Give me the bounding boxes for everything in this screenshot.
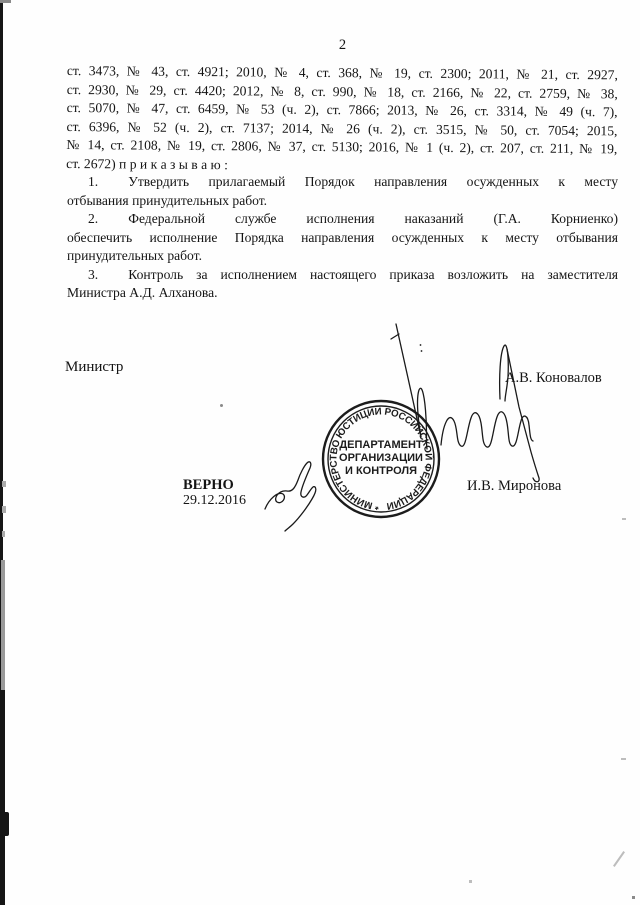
document-body bbox=[67, 62, 618, 303]
item-number: 2. bbox=[88, 211, 99, 226]
stamp-ring-text: * МИНИСТЕРСТВО ЮСТИЦИИ РОССИЙСКОЙ ФЕДЕРАЦИИ bbox=[328, 406, 434, 512]
order-item-1-line: отбывания принудительных работ. bbox=[67, 192, 268, 208]
certifier-name: И.В. Миронова bbox=[467, 478, 562, 494]
scan-edge-stripe-left bbox=[1, 560, 5, 692]
item-text: Федеральной службе исполнения наказаний (Г.А. Корниенко) bbox=[128, 211, 618, 226]
citation-line: № 14, ст. 2108, № 19, ст. 2806, № 37, ст. 5130; 2016, № 1 (ч. 2), ст. 207, ст. 211, № 19, bbox=[66, 136, 618, 157]
item-number: 1. bbox=[88, 174, 99, 189]
scan-smudge bbox=[622, 518, 626, 520]
scan-speck bbox=[2, 481, 6, 487]
order-item-2-line: принудительных работ. bbox=[67, 248, 202, 263]
item-text: Утвердить прилагаемый Порядок направления осужденных к месту bbox=[128, 174, 618, 189]
scan-smudge bbox=[613, 851, 625, 867]
certifier-signature bbox=[265, 462, 316, 531]
verno-date: 29.12.2016 bbox=[183, 493, 246, 508]
minister-label: Министр bbox=[65, 359, 124, 375]
scan-edge-blob-left bbox=[0, 812, 9, 836]
citation-paragraph bbox=[66, 62, 618, 177]
verno-label: ВЕРНО bbox=[183, 477, 234, 493]
minister-name: А.В. Коновалов bbox=[505, 370, 602, 386]
scan-speck bbox=[2, 531, 5, 537]
order-item-2-line: обеспечить исполнение Порядка направления осужденных к месту отбывания bbox=[67, 229, 618, 245]
scan-speck bbox=[220, 404, 223, 407]
citation-line: ст. 3473, № 43, ст. 4921; 2010, № 4, ст. 368, № 19, ст. 2300; 2011, № 21, ст. 2927, bbox=[66, 62, 618, 83]
stamp-center-text: ДЕПАРТАМЕНТ bbox=[339, 439, 423, 451]
decree-line: ст. 2672) п р и к а з ы в а ю : bbox=[66, 155, 228, 172]
stamp-center-text: ОРГАНИЗАЦИИ bbox=[339, 452, 423, 464]
ministry-round-stamp bbox=[320, 398, 442, 520]
citation-line: ст. 5070, № 47, ст. 6459, № 53 (ч. 2), ст. 7866; 2013, № 26, ст. 3314, № 49 (ч. 7), bbox=[66, 99, 618, 120]
scan-speck bbox=[2, 506, 6, 513]
item-number: 3. bbox=[88, 266, 99, 282]
scan-speck bbox=[469, 880, 472, 883]
minister-signature bbox=[441, 345, 539, 482]
scan-edge-stripe-left bbox=[0, 690, 5, 905]
order-item-3-line bbox=[67, 266, 618, 285]
order-item-3-line: Министра А.Д. Алханова. bbox=[67, 285, 218, 300]
item-text: Контроль за исполнением настоящего приказа возложить на заместителя bbox=[128, 266, 618, 282]
scan-smudge bbox=[621, 758, 626, 760]
citation-line: ст. 2930, № 29, ст. 4420; 2012, № 8, ст. 990, № 18, ст. 2166, № 22, ст. 2759, № 38, bbox=[66, 81, 618, 101]
stamp-center-text: И КОНТРОЛЯ bbox=[345, 465, 417, 477]
citation-line: ст. 6396, № 52 (ч. 2), ст. 7137; 2014, № 26 (ч. 2), ст. 3515, № 50, ст. 7054; 2015, bbox=[66, 118, 618, 138]
scan-speck bbox=[632, 896, 635, 899]
page-number: 2 bbox=[338, 37, 347, 53]
order-item-2-line bbox=[67, 210, 618, 229]
